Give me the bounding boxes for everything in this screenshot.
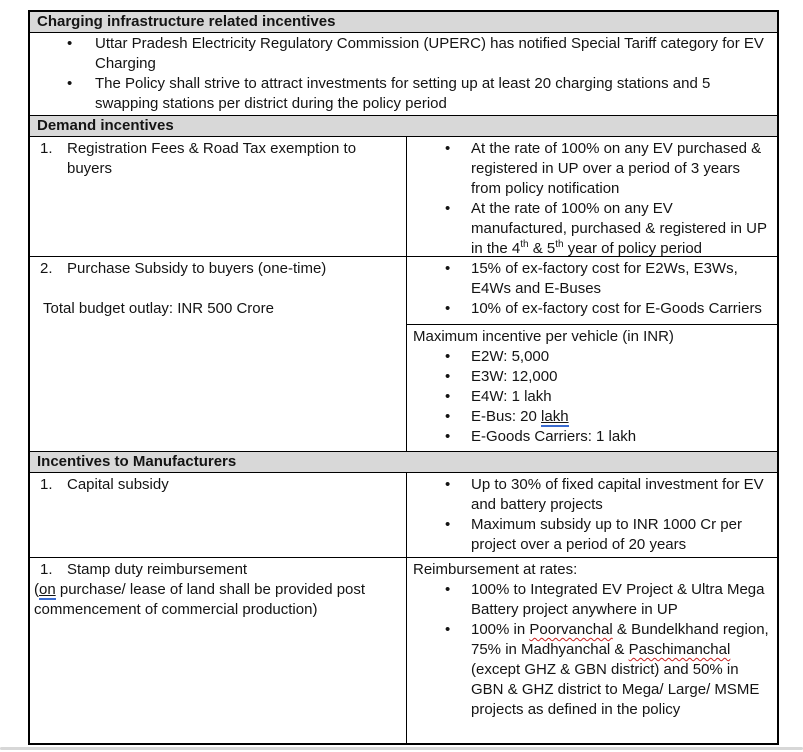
subsidy-rates-subcell: [407, 257, 777, 325]
list-item: [407, 387, 777, 407]
registration-fees-label-cell: [30, 137, 407, 256]
stamp-duty-label: Stamp duty reimbursement: [67, 561, 248, 578]
stamp-duty-bullet-1: 100% to Integrated EV Project & Ultra Mega Battery project anywhere in UP: [471, 581, 765, 618]
stamp-duty-bullet-2: [471, 620, 777, 720]
max-incentive-title: Maximum incentive per vehicle (in INR): [413, 328, 674, 345]
bullet-icon: •: [67, 35, 73, 52]
section-header-charging-label: Charging infrastructure related incentives: [37, 13, 336, 30]
subsidy-rate-10pct: 10% of ex-factory cost for E-Goods Carriers: [471, 300, 762, 317]
section-header-manufacturers: [30, 452, 777, 473]
list-item: [407, 347, 777, 367]
grammar-marked-word: lakh: [541, 408, 569, 425]
stamp-duty-detail-cell: [407, 558, 777, 743]
numbered-item: [30, 560, 406, 580]
reimbursement-rates-title: Reimbursement at rates:: [413, 561, 578, 578]
list-item: [407, 367, 777, 387]
list-item: [30, 74, 777, 114]
text-part: year of policy period: [563, 240, 702, 256]
section-header-manufacturers-label: Incentives to Manufacturers: [37, 453, 237, 470]
list-item: [407, 139, 777, 199]
bullet-icon: •: [445, 300, 451, 317]
subsidy-rate-15pct: 15% of ex-factory cost for E2Ws, E3Ws, E4Ws and E-Buses: [471, 260, 738, 297]
max-incentive-subcell: [407, 325, 777, 451]
bullet-icon: •: [445, 200, 451, 217]
bullet-icon: •: [445, 408, 451, 425]
list-item: [30, 34, 777, 74]
numbered-item: [30, 475, 406, 495]
list-item: [407, 427, 777, 447]
item-number: 1.: [40, 476, 53, 493]
table-row-capital-subsidy: [30, 473, 777, 558]
bullet-icon: •: [67, 75, 73, 92]
numbered-item: [30, 139, 406, 179]
purchase-subsidy-detail-cell: [407, 257, 777, 451]
item-number: 2.: [40, 260, 53, 277]
page-bottom-edge: [0, 747, 803, 750]
max-incentive-egoods: E-Goods Carriers: 1 lakh: [471, 428, 637, 445]
bullet-icon: •: [445, 348, 451, 365]
purchase-subsidy-label: Purchase Subsidy to buyers (one-time): [67, 260, 327, 277]
charging-bullet-stations: The Policy shall strive to attract investments for setting up at least 20 charging stations and 5 swapping stations per district during the policy period: [95, 75, 711, 112]
budget-outlay-text: Total budget outlay: INR 500 Crore: [43, 300, 274, 317]
table-row-stamp-duty: [30, 558, 777, 743]
stamp-duty-note: [30, 580, 406, 620]
list-item: [407, 620, 777, 720]
purchase-subsidy-label-cell: [30, 257, 407, 451]
capital-subsidy-bullet-2: Maximum subsidy up to INR 1000 Cr per project over a period of 20 years: [471, 516, 742, 553]
max-incentive-ebus: [471, 407, 777, 427]
section-header-demand-incentives: [30, 116, 777, 137]
list-item: [407, 299, 777, 319]
bullet-icon: •: [445, 516, 451, 533]
list-item: [407, 580, 777, 620]
text-part: At the rate of 100% on any EV manufactured, purchased & registered in UP in the 4: [471, 200, 767, 256]
item-number: 1.: [40, 140, 53, 157]
bullet-icon: •: [445, 476, 451, 493]
superscript-th: th: [520, 239, 529, 250]
capital-subsidy-bullet-1: Up to 30% of fixed capital investment for EV and battery projects: [471, 476, 764, 513]
table-row-purchase-subsidy: [30, 257, 777, 452]
bullet-icon: •: [445, 368, 451, 385]
text-part: E-Bus: 20: [471, 408, 542, 425]
grammar-marked-word: on: [39, 581, 56, 598]
capital-subsidy-detail-cell: [407, 473, 777, 557]
spellcheck-marked-word: Paschimanchal: [628, 641, 731, 658]
registration-bullet-1: At the rate of 100% on any EV purchased & registered in UP over a period of 3 years from policy notification: [471, 140, 762, 197]
bullet-icon: •: [445, 581, 451, 598]
list-item: [407, 515, 777, 555]
bullet-icon: •: [445, 140, 451, 157]
text-part: (except GHZ & GBN district) and 50% in GBN & GHZ district to Mega/ Large/ MSME projects as defined in the policy: [471, 661, 760, 718]
text-part: & 5: [528, 240, 556, 256]
charging-bullet-uperc: Uttar Pradesh Electricity Regulatory Commission (UPERC) has notified Special Tariff category for EV Charging: [95, 35, 764, 72]
ev-policy-incentives-table: [28, 10, 779, 745]
text-part: & Bundelkhand region, 75% in Madhyanchal &: [471, 621, 769, 658]
list-item: [407, 407, 777, 427]
spellcheck-marked-word: Poorvanchal: [529, 621, 613, 638]
section-header-charging-infrastructure: [30, 12, 777, 33]
numbered-item: [30, 259, 406, 279]
capital-subsidy-label-cell: [30, 473, 407, 557]
max-incentive-e3w: E3W: 12,000: [471, 368, 558, 385]
bullet-icon: •: [445, 428, 451, 445]
item-number: 1.: [40, 561, 53, 578]
registration-fees-detail-cell: [407, 137, 777, 256]
stamp-duty-label-cell: [30, 558, 407, 743]
section-header-demand-label: Demand incentives: [37, 117, 174, 134]
bullet-icon: •: [445, 260, 451, 277]
text-part: 100% in: [471, 621, 530, 638]
max-incentive-e2w: E2W: 5,000: [471, 348, 550, 365]
capital-subsidy-label: Capital subsidy: [67, 476, 169, 493]
list-item: [407, 199, 777, 256]
registration-bullet-2: [471, 199, 777, 256]
charging-infrastructure-cell: [30, 33, 777, 116]
text-part: (: [34, 581, 39, 598]
table-row-registration-fees: [30, 137, 777, 257]
bullet-icon: •: [445, 388, 451, 405]
registration-fees-label: Registration Fees & Road Tax exemption to buyers: [67, 140, 357, 177]
list-item: [407, 475, 777, 515]
superscript-th: th: [555, 239, 564, 250]
bullet-icon: •: [445, 621, 451, 638]
max-incentive-e4w: E4W: 1 lakh: [471, 388, 552, 405]
text-part: purchase/ lease of land shall be provided post commencement of commercial production): [34, 581, 366, 618]
list-item: [407, 259, 777, 299]
